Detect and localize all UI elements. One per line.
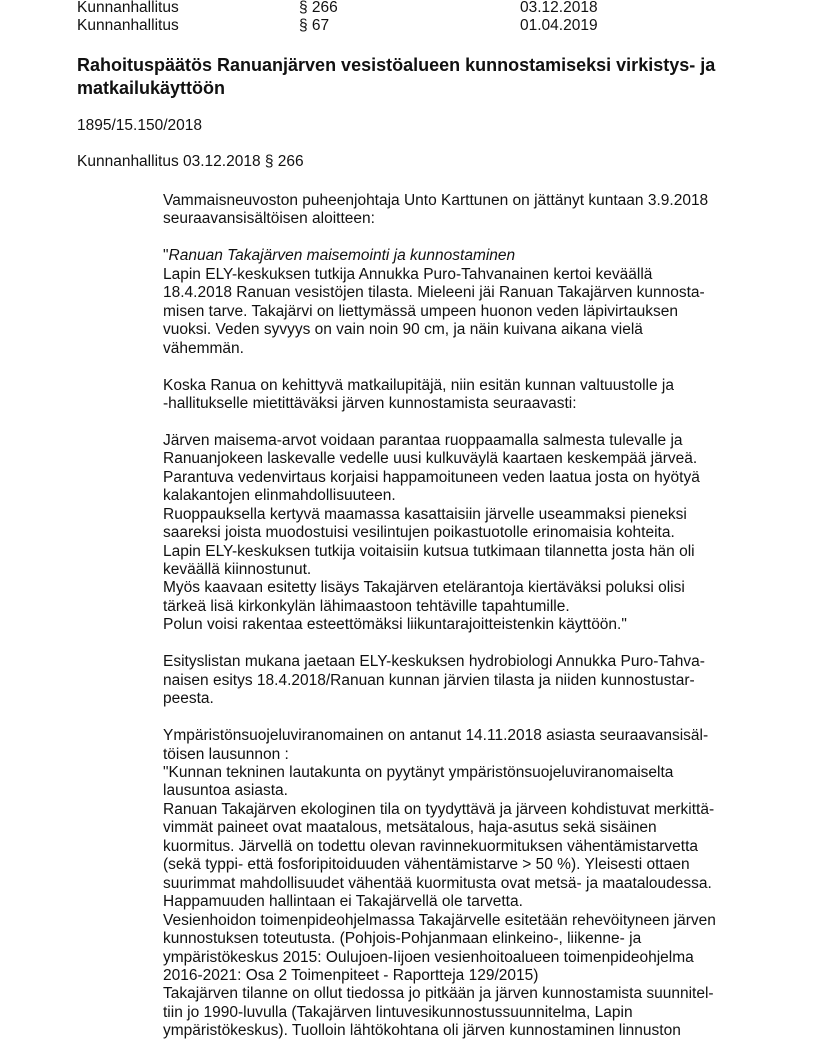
header-section: § 266 xyxy=(299,0,338,16)
title-line: Rahoituspäätös Ranuanjärven vesistöalueen kunnostamiseksi virkistys- ja xyxy=(77,55,716,75)
header-section: § 67 xyxy=(299,17,330,34)
paragraph xyxy=(163,432,763,635)
text-line: Esityslistan mukana jaetaan ELY-keskuksen hydrobiologi Annukka Puro-Tahva- xyxy=(163,653,705,671)
text-line: 18.4.2018 Ranuan vesistöjen tilasta. Mieleeni jäi Ranuan Takajärven kunnosta- xyxy=(163,284,705,302)
text-line: seuraavansisältöisen aloitteen: xyxy=(163,210,375,228)
quote-mark: " xyxy=(163,247,169,265)
text-line: Ruoppauksella kertyvä maamassa kasattaisiin järvelle useammaksi pieneksi xyxy=(163,505,687,523)
text-line: tiin jo 1990-luvulla (Takajärven lintuvesikunnostussuunnitelma, Lapin xyxy=(163,1003,633,1021)
text-line: Vesienhoidon toimenpideohjelmassa Takajärvelle esitetään rehevöityneen järven xyxy=(163,911,716,929)
document-title xyxy=(77,54,777,100)
text-line: lausuntoa asiasta. xyxy=(163,782,288,800)
text-line: ympäristökeskus). Tuolloin lähtökohtana oli järven kunnostaminen linnuston xyxy=(163,1022,681,1040)
text-line: vimmät paineet ovat maatalous, metsätalous, haja-asutus sekä sisäinen xyxy=(163,819,657,837)
text-line: Parantuva vedenvirtaus korjaisi happamoituneen veden laatua josta on hyötyä xyxy=(163,468,700,486)
text-line: Takajärven tilanne on ollut tiedossa jo pitkään ja järven kunnostamista suunnitel- xyxy=(163,985,714,1003)
text-line: Ranuanjokeen laskevalle vedelle uusi kulkuväylä kaartaen keskempää järveä. xyxy=(163,450,698,468)
header-row xyxy=(0,0,816,17)
text-line: vähemmän. xyxy=(163,339,244,357)
header-body: Kunnanhallitus xyxy=(77,17,179,34)
text-line: töisen lausunnon : xyxy=(163,745,289,763)
text-line: kalakantojen elinmahdollisuuteen. xyxy=(163,487,396,505)
text-line: naisen esitys 18.4.2018/Ranuan kunnan järvien tilasta ja niiden kunnostustar- xyxy=(163,671,695,689)
text-line: Myös kaavaan esitetty lisäys Takajärven etelärantoja kiertäväksi poluksi olisi xyxy=(163,579,685,597)
text-line: Lapin ELY-keskuksen tutkija Annukka Puro-Tahvanainen kertoi keväällä xyxy=(163,265,653,283)
text-line: suurimmat mahdollisuudet vähentää kuormitusta ovat metsä- ja maataloudessa. xyxy=(163,874,712,892)
header-date: 01.04.2019 xyxy=(520,17,598,34)
header-body: Kunnanhallitus xyxy=(77,0,179,16)
text-line: misen tarve. Takajärvi on liettymässä umpeen huonon veden läpivirtauksen xyxy=(163,302,678,320)
text-line: kuormitus. Järvellä on todettu olevan ravinnekuormituksen vähentämistarvetta xyxy=(163,837,699,855)
text-line: ympäristökeskus 2015: Oulujoen-Iijoen vesienhoitoalueen toimenpideohjelma xyxy=(163,948,694,966)
text-line: vuoksi. Veden syvyys on vain noin 90 cm, ja näin kuivana aikana vielä xyxy=(163,321,643,339)
text-line: Polun voisi rakentaa esteettömäksi liikuntarajoitteistenkin käyttöön." xyxy=(163,616,627,634)
text-line: Järven maisema-arvot voidaan parantaa ruoppaamalla salmesta tulevalle ja xyxy=(163,431,683,449)
quote-heading xyxy=(163,247,763,265)
text-line: Ranuan Takajärven ekologinen tila on tyydyttävä ja järveen kohdistuvat merkittä- xyxy=(163,800,715,818)
paragraph xyxy=(163,192,763,229)
text-line: (sekä typpi- että fosforipitoiduuden vähentämistarve > 50 %). Yleisesti ottaen xyxy=(163,856,690,874)
title-line: matkailukäyttöön xyxy=(77,78,226,98)
italic-heading: Ranuan Takajärven maisemointi ja kunnostaminen xyxy=(168,247,516,265)
text-line: "Kunnan tekninen lautakunta on pyytänyt ympäristönsuojeluviranomaiselta xyxy=(163,763,674,781)
document-body xyxy=(163,192,763,1059)
text-line: 2016-2021: Osa 2 Toimenpiteet - Raportteja 129/2015) xyxy=(163,966,539,984)
meeting-reference: Kunnanhallitus 03.12.2018 § 266 xyxy=(77,153,304,170)
text-line: Lapin ELY-keskuksen tutkija voitaisiin kutsua tutkimaan tilannetta josta hän oli xyxy=(163,542,695,560)
header-row xyxy=(0,17,816,35)
header-date: 03.12.2018 xyxy=(520,0,598,16)
text-line: Happamuuden hallintaan ei Takajärvellä ole tarvetta. xyxy=(163,893,523,911)
paragraph xyxy=(163,653,763,708)
text-line: saareksi joista muodostuisi vesilintujen poikastuotolle erinomaisia kohteita. xyxy=(163,524,675,542)
text-line: Vammaisneuvoston puheenjohtaja Unto Karttunen on jättänyt kuntaan 3.9.2018 xyxy=(163,192,709,209)
diary-number: 1895/15.150/2018 xyxy=(77,117,202,134)
text-line: -hallitukselle mietittäväksi järven kunnostamista seuraavasti: xyxy=(163,394,577,412)
text-line: tärkeä lisä kirkonkylän lähimaastoon tehtäville tapahtumille. xyxy=(163,597,570,615)
text-line: Ympäristönsuojeluviranomainen on antanut 14.11.2018 asiasta seuraavansisäl- xyxy=(163,727,709,745)
text-line: peesta. xyxy=(163,690,214,708)
paragraph xyxy=(163,247,763,358)
paragraph xyxy=(163,377,763,414)
text-line: kunnostuksen toteutusta. (Pohjois-Pohjanmaan elinkeino-, liikenne- ja xyxy=(163,930,642,948)
text-line: keväällä kiinnostunut. xyxy=(163,561,312,579)
text-line: Koska Ranua on kehittyvä matkailupitäjä, niin esitän kunnan valtuustolle ja xyxy=(163,376,674,394)
paragraph xyxy=(163,727,763,1041)
